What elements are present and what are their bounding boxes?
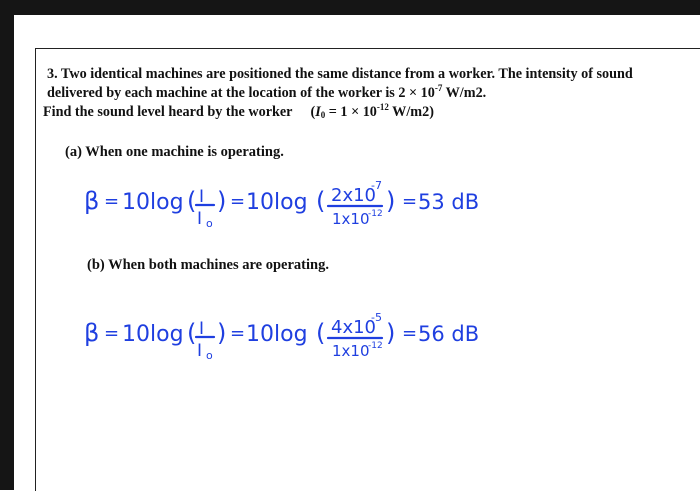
log-word: log: [150, 190, 184, 215]
denominator-value: 1x10: [332, 342, 370, 360]
part-a-heading: (a) When one machine is operating.: [65, 144, 284, 160]
problem-line-1: 3. Two identical machines are positioned the same distance from a worker. The intensity of sound: [47, 66, 633, 82]
hand-equation-b: [84, 311, 479, 362]
document-page: [35, 48, 700, 491]
fraction-denominator-sub: o: [206, 349, 213, 362]
given-reference-intensity: ($I_0 = 1 \times 10^{-12}$ W/m2): [310, 102, 434, 120]
open-paren-2: (: [316, 187, 326, 215]
coefficient-2: 10: [246, 190, 274, 215]
fraction-numerator: I: [199, 187, 205, 207]
coefficient-2: 10: [246, 322, 274, 347]
fraction-denominator: I: [197, 341, 203, 361]
part-b-heading: (b) When both machines are operating.: [87, 257, 329, 273]
numerator-value: 2x10: [331, 185, 377, 206]
top-frame-bar: [0, 0, 700, 15]
fraction-numerator: I: [199, 319, 205, 339]
result-value: 53 dB: [418, 190, 480, 214]
open-paren: (: [187, 319, 197, 347]
equals-sign-3: =: [402, 323, 418, 344]
denominator-exponent: -12: [368, 209, 383, 219]
open-paren: (: [187, 187, 197, 215]
coefficient: 10: [122, 190, 150, 215]
close-paren-2: ): [386, 187, 396, 215]
beta-symbol: β: [84, 319, 100, 347]
handwritten-solution-a: [36, 49, 696, 489]
log-word: log: [150, 322, 184, 347]
problem-line-2: delivered by each machine at the location of the worker is $2 \times 10^{-7}$ W/m2.: [47, 83, 487, 101]
close-paren-2: ): [386, 319, 396, 347]
equals-sign: =: [104, 323, 120, 344]
numerator-exponent: -7: [371, 179, 382, 192]
equals-sign-2: =: [230, 323, 246, 344]
close-paren: ): [217, 187, 227, 215]
problem-line-3: Find the sound level heard by the worker ($I_0 = 1 \times 10^{-12}$ W/m2): [43, 102, 434, 120]
equals-sign-2: =: [230, 191, 246, 212]
hand-equation-a: [84, 179, 479, 230]
denominator-exponent: -12: [368, 341, 383, 351]
result-value: 56 dB: [418, 322, 480, 346]
fraction-denominator-sub: o: [206, 217, 213, 230]
denominator-value: 1x10: [332, 210, 370, 228]
numerator-exponent: -5: [371, 311, 382, 324]
log-word-2: log: [274, 190, 308, 215]
log-word-2: log: [274, 322, 308, 347]
close-paren: ): [217, 319, 227, 347]
numerator-value: 4x10: [331, 317, 377, 338]
open-paren-2: (: [316, 319, 326, 347]
coefficient: 10: [122, 322, 150, 347]
equals-sign-3: =: [402, 191, 418, 212]
equals-sign: =: [104, 191, 120, 212]
left-frame-bar: [0, 15, 14, 490]
fraction-denominator: I: [197, 209, 203, 229]
beta-symbol: β: [84, 187, 100, 215]
